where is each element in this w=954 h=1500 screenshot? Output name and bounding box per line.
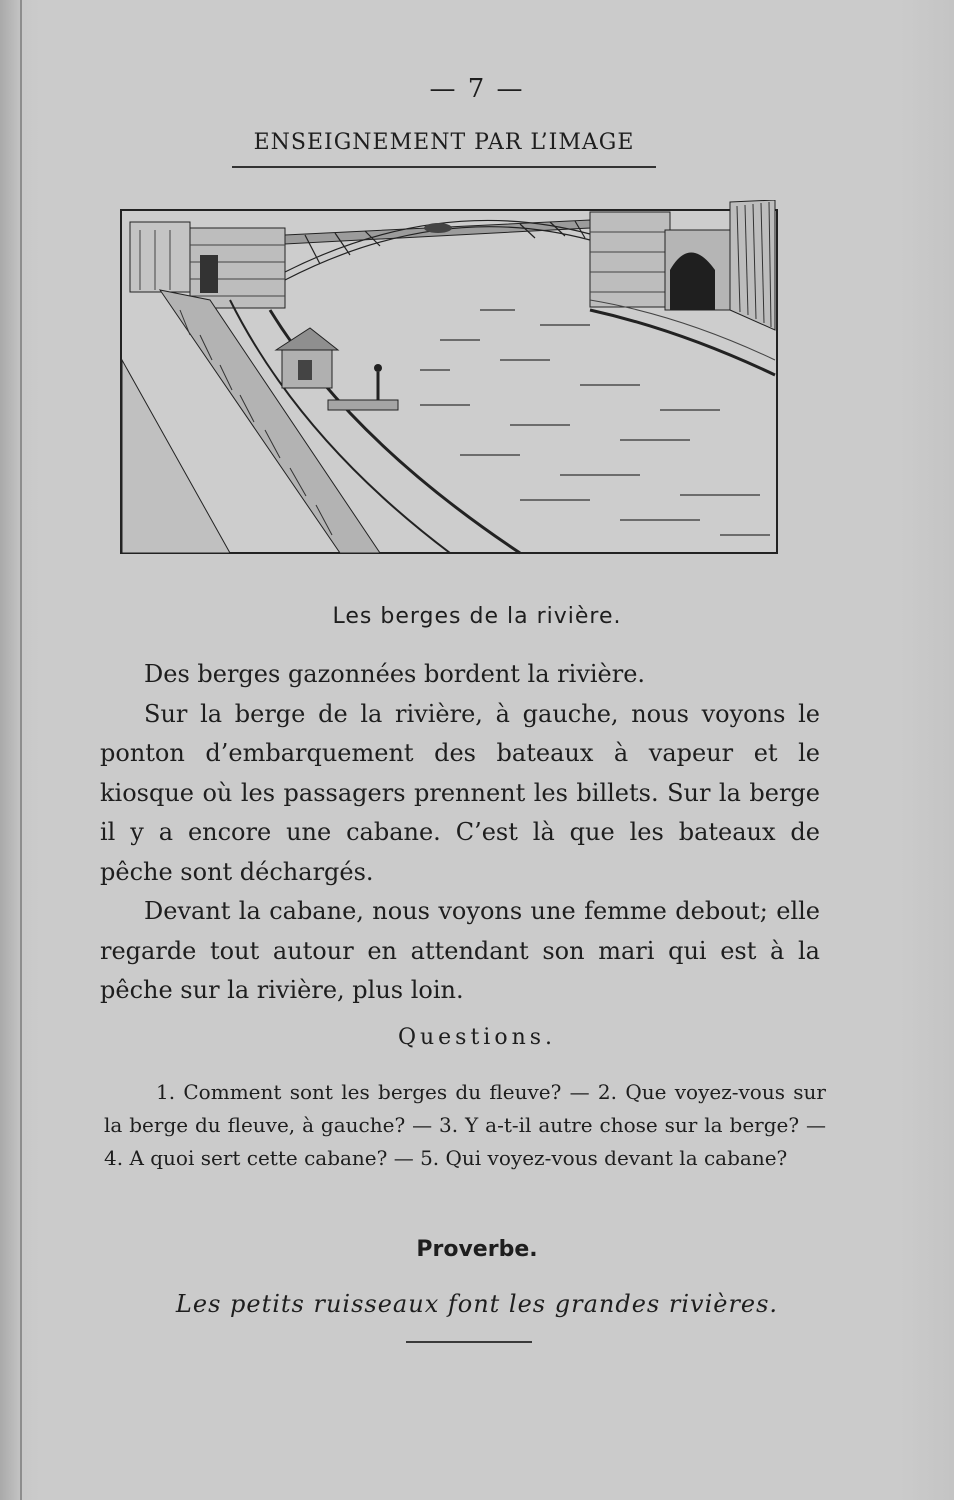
questions-text: 1. Comment sont les berges du fleuve? — 2. Que voyez-vous sur la berge du fleuve, à gauche? — 3. Y a-t-il autre chose sur la berge? — 4. A quoi sert cette cabane? — 5. Qui voyez-vous devant la cabane? bbox=[104, 1080, 826, 1170]
end-rule bbox=[406, 1341, 532, 1343]
questions-heading: Questions. bbox=[397, 1025, 557, 1050]
gutter-shade bbox=[0, 0, 20, 1500]
body-text bbox=[100, 655, 820, 1011]
proverb-heading: Proverbe. bbox=[416, 1237, 538, 1262]
section-title: ENSEIGNEMENT PAR L’IMAGE bbox=[253, 130, 635, 155]
title-underline bbox=[232, 166, 656, 168]
gutter-line bbox=[20, 0, 22, 1500]
paragraph-3: Devant la cabane, nous voyons une femme debout; elle regarde tout autour en attendant son mari qui est à la pêche sur la rivière, plus loin. bbox=[100, 897, 820, 1004]
page-number: — 7 — bbox=[429, 74, 525, 104]
proverb-text: Les petits ruisseaux font les grandes rivières. bbox=[175, 1290, 779, 1318]
paragraph-2: Sur la berge de la rivière, à gauche, nous voyons le ponton d’embarquement des bateaux à vapeur et le kiosque où les passagers prennent les billets. Sur la berge il y a encore une cabane. C’est là que les bateaux de pêche sont déchargés. bbox=[100, 699, 820, 886]
river-bridge-illustration bbox=[120, 200, 778, 555]
illustration-caption: Les berges de la rivière. bbox=[332, 604, 622, 629]
paragraph-1: Des berges gazonnées bordent la rivière. bbox=[144, 660, 646, 688]
